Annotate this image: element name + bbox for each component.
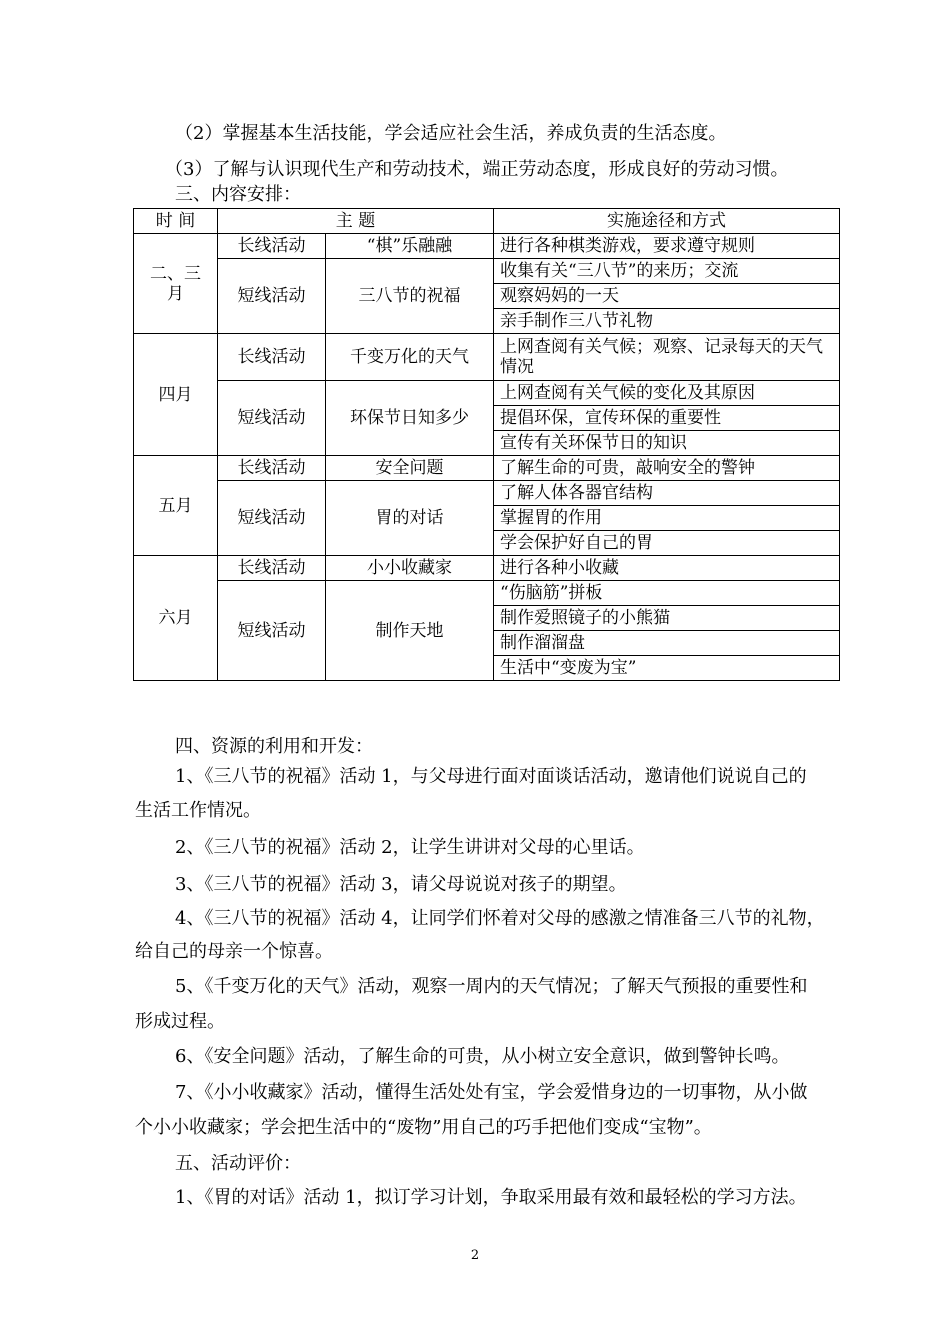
month-cell: 二、三月 bbox=[134, 234, 218, 334]
section-3-heading: 三、内容安排： bbox=[175, 184, 301, 205]
section-5-heading: 五、活动评价： bbox=[175, 1153, 301, 1174]
paragraph-line: 1、《胃的对话》活动 1，拟订学习计划，争取采用最有效和最轻松的学习方法。 bbox=[175, 1187, 807, 1208]
paragraph-line: 生活工作情况。 bbox=[135, 800, 261, 821]
activity-way: 学会保护好自己的胃 bbox=[494, 531, 840, 556]
activity-way: 亲手制作三八节礼物 bbox=[494, 309, 840, 334]
activity-topic: 小小收藏家 bbox=[326, 556, 494, 581]
activity-type: 长线活动 bbox=[218, 556, 326, 581]
paragraph-line: 1、《三八节的祝福》活动 1，与父母进行面对面谈话活动，邀请他们说说自己的 bbox=[175, 766, 807, 787]
schedule-table bbox=[133, 208, 840, 681]
activity-way: 了解生命的可贵，敲响安全的警钟 bbox=[494, 456, 840, 481]
month-cell: 五月 bbox=[134, 456, 218, 556]
table-row bbox=[134, 581, 840, 606]
activity-way: 上网查阅有关气候；观察、记录每天的天气情况 bbox=[494, 334, 840, 381]
section-4-heading: 四、资源的利用和开发： bbox=[175, 736, 373, 757]
activity-way: 制作溜溜盘 bbox=[494, 631, 840, 656]
month-cell: 四月 bbox=[134, 334, 218, 456]
paragraph-line: 6、《安全问题》活动，了解生命的可贵，从小树立安全意识，做到警钟长鸣。 bbox=[175, 1046, 790, 1067]
activity-type: 短线活动 bbox=[218, 259, 326, 334]
table-row bbox=[134, 556, 840, 581]
paragraph-line: 7、《小小收藏家》活动，懂得生活处处有宝，学会爱惜身边的一切事物，从小做 bbox=[175, 1082, 808, 1103]
activity-way: 进行各种棋类游戏，要求遵守规则 bbox=[494, 234, 840, 259]
activity-way: 上网查阅有关气候的变化及其原因 bbox=[494, 381, 840, 406]
activity-topic: 千变万化的天气 bbox=[326, 334, 494, 381]
paragraph-line: 5、《千变万化的天气》活动，观察一周内的天气情况；了解天气预报的重要性和 bbox=[175, 976, 808, 997]
table-row bbox=[134, 381, 840, 406]
table-row bbox=[134, 259, 840, 284]
header-method: 实施途径和方式 bbox=[494, 209, 840, 234]
paragraph-line: 个小小收藏家；学会把生活中的“废物”用自己的巧手把他们变成“宝物”。 bbox=[135, 1117, 712, 1138]
paragraph-line: 2、《三八节的祝福》活动 2，让学生讲讲对父母的心里话。 bbox=[175, 837, 645, 858]
activity-topic: 制作天地 bbox=[326, 581, 494, 681]
activity-type: 短线活动 bbox=[218, 381, 326, 456]
activity-way: “伤脑筋”拼板 bbox=[494, 581, 840, 606]
page-number: 2 bbox=[470, 1248, 480, 1263]
activity-topic: 胃的对话 bbox=[326, 481, 494, 556]
activity-type: 长线活动 bbox=[218, 456, 326, 481]
goal-3: （3）了解与认识现代生产和劳动技术，端正劳动态度，形成良好的劳动习惯。 bbox=[165, 159, 789, 180]
goal-2: （2）掌握基本生活技能，学会适应社会生活，养成负责的生活态度。 bbox=[175, 123, 727, 144]
activity-way: 观察妈妈的一天 bbox=[494, 284, 840, 309]
paragraph-line: 形成过程。 bbox=[135, 1011, 225, 1032]
paragraph-line: 给自己的母亲一个惊喜。 bbox=[135, 941, 333, 962]
activity-way: 了解人体各器官结构 bbox=[494, 481, 840, 506]
activity-way: 收集有关“三八节”的来历；交流 bbox=[494, 259, 840, 284]
activity-way: 制作爱照镜子的小熊猫 bbox=[494, 606, 840, 631]
table-row bbox=[134, 481, 840, 506]
paragraph-line: 3、《三八节的祝福》活动 3，请父母说说对孩子的期望。 bbox=[175, 874, 627, 895]
activity-type: 短线活动 bbox=[218, 481, 326, 556]
activity-way: 宣传有关环保节日的知识 bbox=[494, 431, 840, 456]
month-cell: 六月 bbox=[134, 556, 218, 681]
activity-topic: 三八节的祝福 bbox=[326, 259, 494, 334]
table-row bbox=[134, 234, 840, 259]
activity-topic: 安全问题 bbox=[326, 456, 494, 481]
table-row bbox=[134, 334, 840, 381]
activity-topic: 环保节日知多少 bbox=[326, 381, 494, 456]
activity-way: 进行各种小收藏 bbox=[494, 556, 840, 581]
activity-way: 生活中“变废为宝” bbox=[494, 656, 840, 681]
activity-way: 掌握胃的作用 bbox=[494, 506, 840, 531]
activity-type: 长线活动 bbox=[218, 334, 326, 381]
header-topic: 主 题 bbox=[218, 209, 494, 234]
activity-topic: “棋”乐融融 bbox=[326, 234, 494, 259]
activity-type: 长线活动 bbox=[218, 234, 326, 259]
activity-way: 提倡环保，宣传环保的重要性 bbox=[494, 406, 840, 431]
table-header-row bbox=[134, 209, 840, 234]
activity-type: 短线活动 bbox=[218, 581, 326, 681]
table-row bbox=[134, 456, 840, 481]
header-time: 时 间 bbox=[134, 209, 218, 234]
paragraph-line: 4、《三八节的祝福》活动 4，让同学们怀着对父母的感激之情准备三八节的礼物， bbox=[175, 908, 825, 929]
